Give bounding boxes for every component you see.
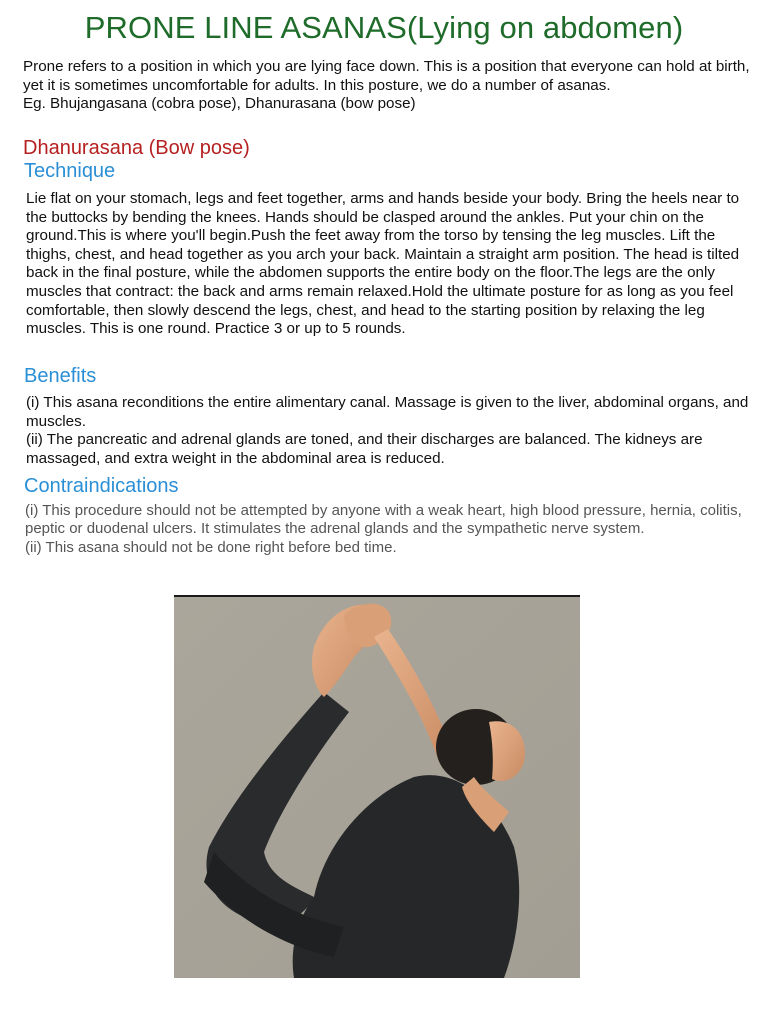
benefits-list bbox=[26, 394, 758, 468]
intro-paragraph: Prone refers to a position in which you are lying face down. This is a position that everyone can hold at birth, yet it is sometimes uncomfortable for adults. In this posture, we do a number of asanas. bbox=[23, 58, 750, 94]
benefit-item: (ii) The pancreatic and adrenal glands are toned, and their discharges are balanced. The kidneys are massaged, and extra weight in the abdominal area is reduced. bbox=[26, 431, 703, 467]
intro-example: Eg. Bhujangasana (cobra pose), Dhanurasana (bow pose) bbox=[23, 95, 416, 113]
bow-pose-illustration bbox=[174, 597, 580, 978]
benefits-heading: Benefits bbox=[24, 365, 97, 387]
contraindication-item: (ii) This asana should not be done right before bed time. bbox=[25, 538, 397, 556]
contraindication-item: (i) This procedure should not be attempted by anyone with a weak heart, high blood pressure, hernia, colitis, peptic or duodenal ulcers. It stimulates the adrenal glands and the sympathetic nerve system. bbox=[25, 502, 742, 538]
technique-text: Lie flat on your stomach, legs and feet together, arms and hands beside your body. Bring the heels near to the buttocks by bending the knees. Hands should be clasped around the ankles. Put your chin on the ground.This is where you'll begin.Push the feet away from the torso by tensing the leg muscles. Lift the thighs, chest, and head together as you arch your back. Maintain a straight arm position. The head is tilted back in the final posture, while the abdomen supports the entire body on the floor.The legs are the only muscles that contract: the back and arms remain relaxed.Hold the ultimate posture for as long as you feel comfortable, then slowly descend the legs, chest, and head to the starting position by relaxing the leg muscles. This is one round. Practice 3 or up to 5 rounds. bbox=[26, 190, 740, 338]
contraindications-heading: Contraindications bbox=[24, 475, 179, 497]
benefit-item: (i) This asana reconditions the entire alimentary canal. Massage is given to the liver, abdominal organs, and muscles. bbox=[26, 394, 749, 430]
intro-section bbox=[23, 58, 753, 114]
contraindications-list bbox=[25, 502, 757, 557]
bow-pose-photo bbox=[174, 595, 580, 978]
page-title: PRONE LINE ASANAS(Lying on abdomen) bbox=[84, 10, 684, 45]
pose-heading: Dhanurasana (Bow pose) bbox=[23, 137, 250, 159]
technique-heading: Technique bbox=[24, 160, 116, 182]
